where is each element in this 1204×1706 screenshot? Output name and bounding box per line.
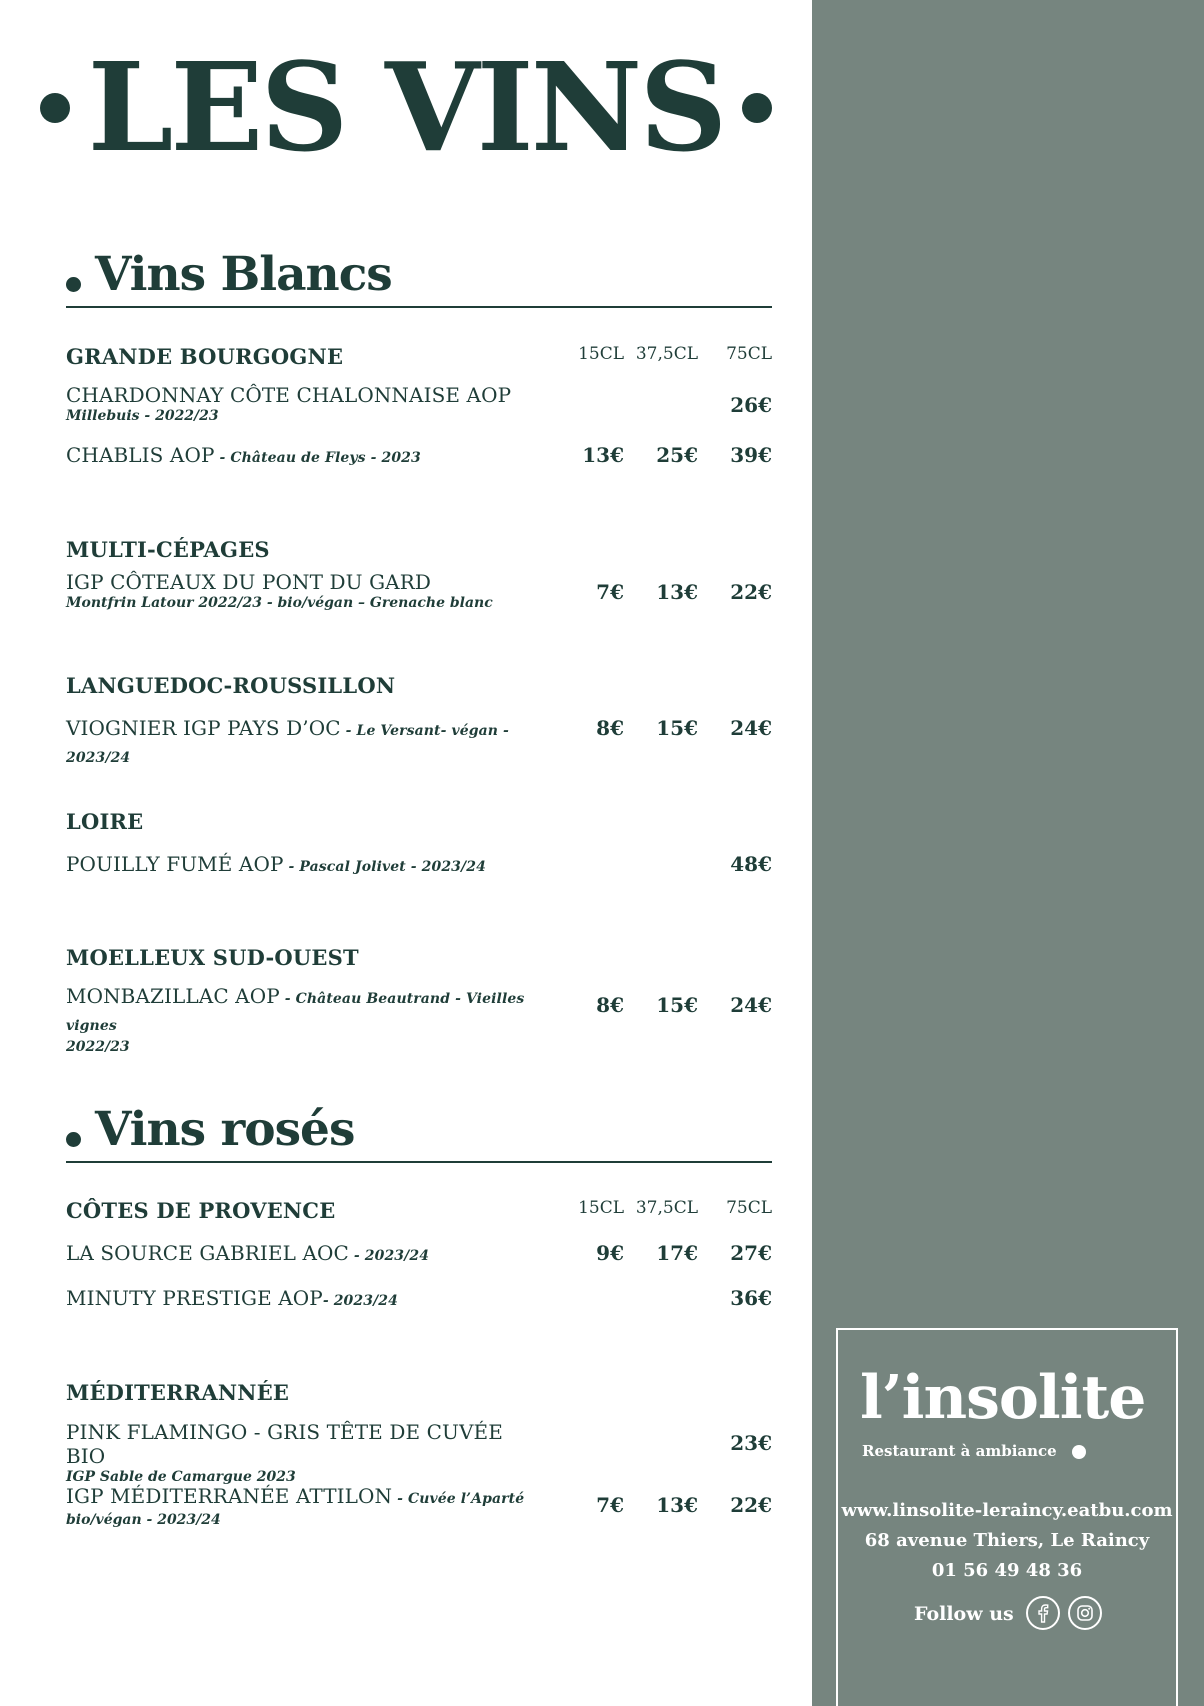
wine-description: Montfrin Latour 2022/23 - bio/végan – Grenache blanc bbox=[66, 595, 493, 611]
column-header-15cl: 15CL bbox=[578, 344, 624, 364]
category-title: LOIRE bbox=[66, 809, 144, 834]
wine-description: - Le Versant- végan - 2023/24 bbox=[66, 723, 509, 766]
wine-name: IGP CÔTEAUX DU PONT DU GARD bbox=[66, 570, 431, 594]
price-37cl: 17€ bbox=[656, 1241, 698, 1265]
price-37cl: 13€ bbox=[656, 1493, 698, 1517]
price-37cl: 25€ bbox=[656, 443, 698, 467]
wine-name: CHABLIS AOP bbox=[66, 443, 215, 467]
price-75cl: 24€ bbox=[730, 993, 772, 1017]
restaurant-tagline: Restaurant à ambiance bbox=[862, 1442, 1057, 1460]
wine-description: - 2023/24 bbox=[322, 1293, 398, 1309]
wine-description: bio/végan - 2023/24 bbox=[66, 1512, 221, 1528]
wine-description: - Château de Fleys - 2023 bbox=[214, 450, 421, 466]
wine-name: IGP MÉDITERRANÉE ATTILON bbox=[66, 1484, 393, 1508]
price-15cl: 9€ bbox=[596, 1241, 624, 1265]
page-title bbox=[0, 35, 812, 179]
restaurant-card bbox=[836, 1328, 1178, 1706]
wine-description: - Château Beautrand - Vieilles vignes bbox=[66, 991, 525, 1034]
wine-name: PINK FLAMINGO - GRIS TÊTE DE CUVÉE BIO bbox=[66, 1420, 503, 1468]
wine-name: MONBAZILLAC AOP bbox=[66, 984, 280, 1008]
title-bullet-right bbox=[742, 93, 772, 123]
column-header-37cl: 37,5CL bbox=[635, 344, 698, 364]
section-title: Vins Blancs bbox=[95, 247, 392, 302]
wine-name: VIOGNIER IGP PAYS D’OC bbox=[66, 716, 341, 740]
wine-item bbox=[66, 570, 546, 613]
price-15cl: 7€ bbox=[596, 1493, 624, 1517]
website-link[interactable]: www.linsolite-leraincy.eatbu.com bbox=[841, 1500, 1173, 1521]
wine-item bbox=[66, 1241, 546, 1268]
wine-item bbox=[66, 1286, 546, 1313]
price-75cl: 36€ bbox=[730, 1286, 772, 1310]
price-75cl: 39€ bbox=[730, 443, 772, 467]
wine-item bbox=[66, 443, 546, 470]
wine-item bbox=[66, 1420, 546, 1487]
category-title: GRANDE BOURGOGNE bbox=[66, 344, 344, 369]
address-text: 68 avenue Thiers, Le Raincy bbox=[864, 1530, 1150, 1551]
wine-description: IGP Sable de Camargue 2023 bbox=[66, 1469, 296, 1485]
section-bullet bbox=[66, 1132, 81, 1147]
follow-us-label: Follow us bbox=[914, 1603, 1014, 1625]
price-75cl: 22€ bbox=[730, 1493, 772, 1517]
tagline-dot bbox=[1072, 1445, 1086, 1459]
price-75cl: 22€ bbox=[730, 580, 772, 604]
wine-name: POUILLY FUMÉ AOP bbox=[66, 852, 284, 876]
wine-description: - 2023/24 bbox=[348, 1248, 430, 1264]
category-title: CÔTES DE PROVENCE bbox=[66, 1198, 336, 1223]
title-bullet-left bbox=[40, 93, 70, 123]
price-15cl: 8€ bbox=[596, 993, 624, 1017]
facebook-icon[interactable] bbox=[1026, 1596, 1060, 1630]
category-title: MOELLEUX SUD-OUEST bbox=[66, 945, 359, 970]
price-75cl: 26€ bbox=[730, 393, 772, 417]
category-title: MULTI-CÉPAGES bbox=[66, 537, 270, 562]
phone-number: 01 56 49 48 36 bbox=[931, 1560, 1083, 1581]
price-75cl: 27€ bbox=[730, 1241, 772, 1265]
wine-name: LA SOURCE GABRIEL AOC bbox=[66, 1241, 349, 1265]
wine-name: MINUTY PRESTIGE AOP bbox=[66, 1286, 323, 1310]
section-header-vins-roses bbox=[66, 1102, 772, 1163]
price-75cl: 24€ bbox=[730, 716, 772, 740]
wine-vintage: 2022/23 bbox=[66, 1039, 130, 1055]
wine-description: - Cuvée l’Aparté bbox=[392, 1491, 525, 1507]
price-37cl: 13€ bbox=[656, 580, 698, 604]
wine-description: - Pascal Jolivet - 2023/24 bbox=[283, 859, 486, 875]
title-text: LES VINS bbox=[87, 35, 725, 179]
price-15cl: 8€ bbox=[596, 716, 624, 740]
price-15cl: 13€ bbox=[582, 443, 624, 467]
instagram-icon[interactable] bbox=[1068, 1596, 1102, 1630]
category-title: MÉDITERRANNÉE bbox=[66, 1380, 290, 1405]
wine-item bbox=[66, 383, 546, 426]
section-bullet bbox=[66, 277, 81, 292]
column-header-15cl: 15CL bbox=[578, 1198, 624, 1218]
column-header-37cl: 37,5CL bbox=[635, 1198, 698, 1218]
category-title: LANGUEDOC-ROUSSILLON bbox=[66, 673, 396, 698]
section-title: Vins rosés bbox=[95, 1102, 355, 1157]
wine-item bbox=[66, 852, 546, 879]
price-15cl: 7€ bbox=[596, 580, 624, 604]
column-header-75cl: 75CL bbox=[726, 344, 772, 364]
price-75cl: 48€ bbox=[730, 852, 772, 876]
wine-item bbox=[66, 716, 546, 770]
price-75cl: 23€ bbox=[730, 1431, 772, 1455]
wine-item bbox=[66, 984, 546, 1057]
price-37cl: 15€ bbox=[656, 716, 698, 740]
wine-description: Millebuis - 2022/23 bbox=[66, 408, 219, 424]
column-header-75cl: 75CL bbox=[726, 1198, 772, 1218]
wine-item bbox=[66, 1484, 546, 1530]
wine-name: CHARDONNAY CÔTE CHALONNAISE AOP bbox=[66, 383, 512, 407]
restaurant-logo: l’insolite bbox=[860, 1363, 1146, 1433]
section-header-vins-blancs bbox=[66, 247, 772, 308]
price-37cl: 15€ bbox=[656, 993, 698, 1017]
